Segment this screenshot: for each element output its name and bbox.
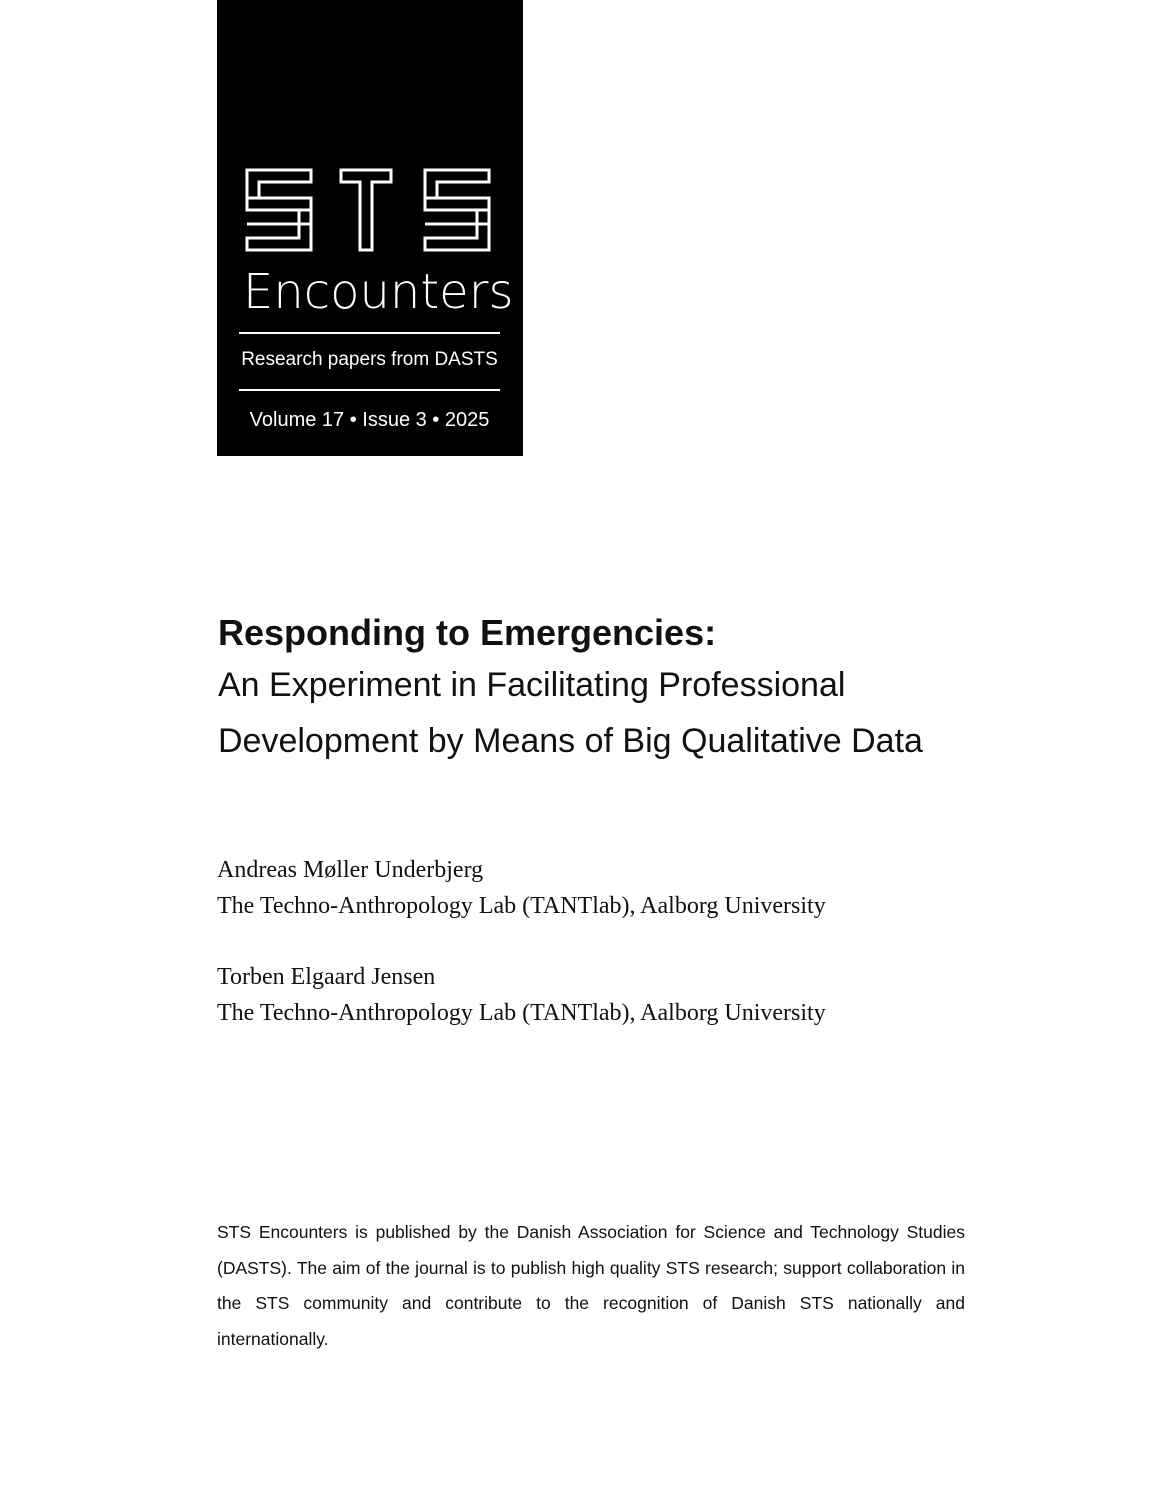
article-title: Responding to Emergencies: bbox=[218, 612, 717, 653]
author-block bbox=[217, 959, 1017, 1031]
cover-divider-bottom bbox=[239, 389, 500, 391]
journal-about-text: STS Encounters is published by the Danish Association for Science and Technology Studies (DASTS). The aim of the journal is to publish high quality STS research; support collaboration in the STS community and contribute to the recognition of Danish STS nationally and internationally. bbox=[217, 1222, 965, 1349]
author-name: Torben Elgaard Jensen bbox=[217, 964, 436, 990]
author-block bbox=[217, 852, 1017, 924]
cover-divider-top bbox=[239, 332, 500, 334]
author-affiliation: The Techno-Anthropology Lab (TANTlab), Aalborg University bbox=[217, 893, 826, 919]
journal-name: Encounters bbox=[243, 264, 514, 320]
sts-logo bbox=[245, 168, 493, 254]
issue-line: Volume 17 • Issue 3 • 2025 bbox=[249, 409, 490, 431]
author-name: Andreas Møller Underbjerg bbox=[217, 857, 484, 883]
author-affiliation: The Techno-Anthropology Lab (TANTlab), Aalborg University bbox=[217, 1000, 826, 1026]
journal-cover-block bbox=[217, 0, 523, 456]
journal-tagline: Research papers from DASTS bbox=[241, 349, 498, 370]
article-subtitle: An Experiment in Facilitating Professional Development by Means of Big Qualitative Data bbox=[218, 666, 923, 760]
